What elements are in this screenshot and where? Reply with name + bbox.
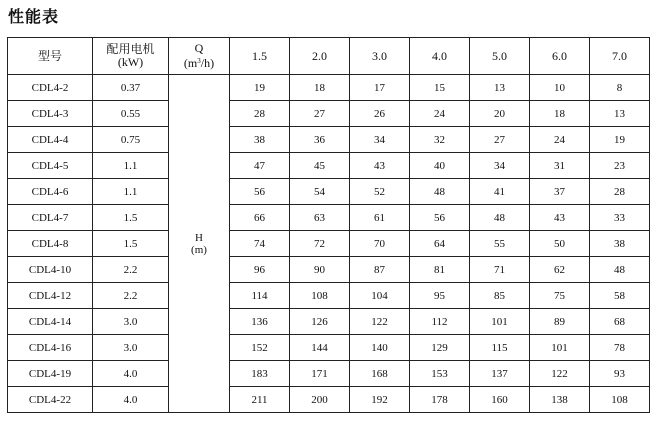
cell-head-value: 45	[290, 153, 350, 179]
cell-motor-power: 4.0	[93, 361, 169, 387]
cell-model: CDL4-8	[8, 231, 93, 257]
cell-head-value: 13	[470, 75, 530, 101]
cell-head-value: 43	[530, 205, 590, 231]
cell-head-value: 115	[470, 335, 530, 361]
cell-motor-power: 0.55	[93, 101, 169, 127]
cell-head-value: 19	[230, 75, 290, 101]
page-title: 性能表	[8, 7, 60, 26]
table-row	[8, 127, 650, 153]
cell-head-value: 27	[290, 101, 350, 127]
cell-head-value: 34	[350, 127, 410, 153]
cell-head-value: 89	[530, 309, 590, 335]
header-flow-value: 5.0	[470, 38, 530, 75]
performance-table	[7, 37, 650, 413]
cell-model: CDL4-4	[8, 127, 93, 153]
cell-head-value: 85	[470, 283, 530, 309]
header-flow-q	[169, 38, 230, 75]
cell-motor-power: 4.0	[93, 387, 169, 413]
cell-head-value: 112	[410, 309, 470, 335]
cell-head-value: 96	[230, 257, 290, 283]
table-row	[8, 75, 650, 101]
head-h-label: H	[195, 231, 203, 244]
cell-model: CDL4-14	[8, 309, 93, 335]
header-flow-value: 3.0	[350, 38, 410, 75]
cell-head-value: 41	[470, 179, 530, 205]
header-flow-value: 6.0	[530, 38, 590, 75]
cell-head-value: 140	[350, 335, 410, 361]
cell-head-value: 38	[230, 127, 290, 153]
cell-head-value: 36	[290, 127, 350, 153]
cell-head-value: 192	[350, 387, 410, 413]
cell-head-value: 33	[590, 205, 650, 231]
cell-head-value: 58	[590, 283, 650, 309]
cell-head-value: 171	[290, 361, 350, 387]
cell-head-value: 152	[230, 335, 290, 361]
cell-motor-power: 1.5	[93, 205, 169, 231]
cell-head-value: 101	[530, 335, 590, 361]
cell-model: CDL4-12	[8, 283, 93, 309]
cell-head-value: 38	[590, 231, 650, 257]
header-motor	[93, 38, 169, 75]
cell-model: CDL4-2	[8, 75, 93, 101]
cell-head-value: 144	[290, 335, 350, 361]
table-row	[8, 179, 650, 205]
cell-head-value: 28	[230, 101, 290, 127]
cell-head-value: 126	[290, 309, 350, 335]
cell-head-value: 10	[530, 75, 590, 101]
cell-head-value: 61	[350, 205, 410, 231]
table-header-row	[8, 38, 650, 75]
cell-head-value: 70	[350, 231, 410, 257]
cell-head-value: 183	[230, 361, 290, 387]
cell-head-value: 108	[290, 283, 350, 309]
cell-model: CDL4-6	[8, 179, 93, 205]
cell-head-value: 87	[350, 257, 410, 283]
cell-motor-power: 0.37	[93, 75, 169, 101]
header-flow-value: 4.0	[410, 38, 470, 75]
table-row	[8, 101, 650, 127]
cell-head-value: 72	[290, 231, 350, 257]
cell-head-value: 43	[350, 153, 410, 179]
cell-head-value: 24	[410, 101, 470, 127]
cell-head-value: 31	[530, 153, 590, 179]
cell-head-value: 17	[350, 75, 410, 101]
cell-head-value: 23	[590, 153, 650, 179]
cell-head-value: 129	[410, 335, 470, 361]
cell-head-value: 48	[590, 257, 650, 283]
table-row	[8, 361, 650, 387]
cell-head-value: 101	[470, 309, 530, 335]
cell-head-h	[169, 75, 230, 413]
cell-head-value: 64	[410, 231, 470, 257]
cell-head-value: 24	[530, 127, 590, 153]
cell-model: CDL4-7	[8, 205, 93, 231]
cell-head-value: 27	[470, 127, 530, 153]
cell-head-value: 95	[410, 283, 470, 309]
header-flow-value: 7.0	[590, 38, 650, 75]
cell-head-value: 104	[350, 283, 410, 309]
table-row	[8, 283, 650, 309]
cell-head-value: 90	[290, 257, 350, 283]
cell-head-value: 40	[410, 153, 470, 179]
cell-head-value: 68	[590, 309, 650, 335]
cell-head-value: 62	[530, 257, 590, 283]
header-motor-label: 配用电机	[106, 42, 155, 56]
cell-model: CDL4-3	[8, 101, 93, 127]
header-flow-value: 1.5	[230, 38, 290, 75]
cell-head-value: 15	[410, 75, 470, 101]
cell-head-value: 48	[470, 205, 530, 231]
cell-head-value: 47	[230, 153, 290, 179]
cell-model: CDL4-22	[8, 387, 93, 413]
cell-head-value: 18	[530, 101, 590, 127]
cell-head-value: 211	[230, 387, 290, 413]
cell-head-value: 78	[590, 335, 650, 361]
cell-head-value: 200	[290, 387, 350, 413]
cell-head-value: 48	[410, 179, 470, 205]
cell-head-value: 178	[410, 387, 470, 413]
cell-head-value: 8	[590, 75, 650, 101]
header-q-unit: $(m^3/h)$	[183, 56, 215, 70]
cell-head-value: 34	[470, 153, 530, 179]
cell-head-value: 136	[230, 309, 290, 335]
cell-head-value: 28	[590, 179, 650, 205]
cell-head-value: 71	[470, 257, 530, 283]
cell-head-value: 114	[230, 283, 290, 309]
cell-head-value: 26	[350, 101, 410, 127]
cell-head-value: 66	[230, 205, 290, 231]
table-row	[8, 257, 650, 283]
table-row	[8, 335, 650, 361]
cell-head-value: 56	[410, 205, 470, 231]
cell-head-value: 56	[230, 179, 290, 205]
cell-model: CDL4-5	[8, 153, 93, 179]
cell-head-value: 32	[410, 127, 470, 153]
cell-motor-power: 1.1	[93, 153, 169, 179]
cell-head-value: 81	[410, 257, 470, 283]
cell-motor-power: 3.0	[93, 335, 169, 361]
cell-model: CDL4-19	[8, 361, 93, 387]
table-row	[8, 387, 650, 413]
cell-head-value: 122	[350, 309, 410, 335]
table-row	[8, 153, 650, 179]
cell-head-value: 122	[530, 361, 590, 387]
header-motor-unit: (kW)	[117, 55, 144, 69]
cell-motor-power: 2.2	[93, 257, 169, 283]
cell-head-value: 63	[290, 205, 350, 231]
table-row	[8, 309, 650, 335]
cell-motor-power: 1.5	[93, 231, 169, 257]
cell-head-value: 153	[410, 361, 470, 387]
cell-head-value: 55	[470, 231, 530, 257]
header-q-label: Q	[194, 41, 204, 55]
cell-head-value: 54	[290, 179, 350, 205]
cell-head-value: 50	[530, 231, 590, 257]
cell-head-value: 20	[470, 101, 530, 127]
table-row	[8, 205, 650, 231]
cell-motor-power: 2.2	[93, 283, 169, 309]
cell-head-value: 19	[590, 127, 650, 153]
cell-head-value: 137	[470, 361, 530, 387]
cell-head-value: 13	[590, 101, 650, 127]
cell-head-value: 75	[530, 283, 590, 309]
cell-head-value: 108	[590, 387, 650, 413]
cell-head-value: 52	[350, 179, 410, 205]
head-h-unit: (m)	[191, 243, 207, 256]
cell-model: CDL4-16	[8, 335, 93, 361]
cell-head-value: 37	[530, 179, 590, 205]
cell-motor-power: 1.1	[93, 179, 169, 205]
cell-head-value: 74	[230, 231, 290, 257]
header-model: 型号	[8, 38, 93, 75]
cell-head-value: 93	[590, 361, 650, 387]
header-flow-value: 2.0	[290, 38, 350, 75]
cell-head-value: 18	[290, 75, 350, 101]
cell-motor-power: 3.0	[93, 309, 169, 335]
cell-head-value: 168	[350, 361, 410, 387]
cell-model: CDL4-10	[8, 257, 93, 283]
cell-head-value: 160	[470, 387, 530, 413]
cell-head-value: 138	[530, 387, 590, 413]
table-row	[8, 231, 650, 257]
cell-motor-power: 0.75	[93, 127, 169, 153]
